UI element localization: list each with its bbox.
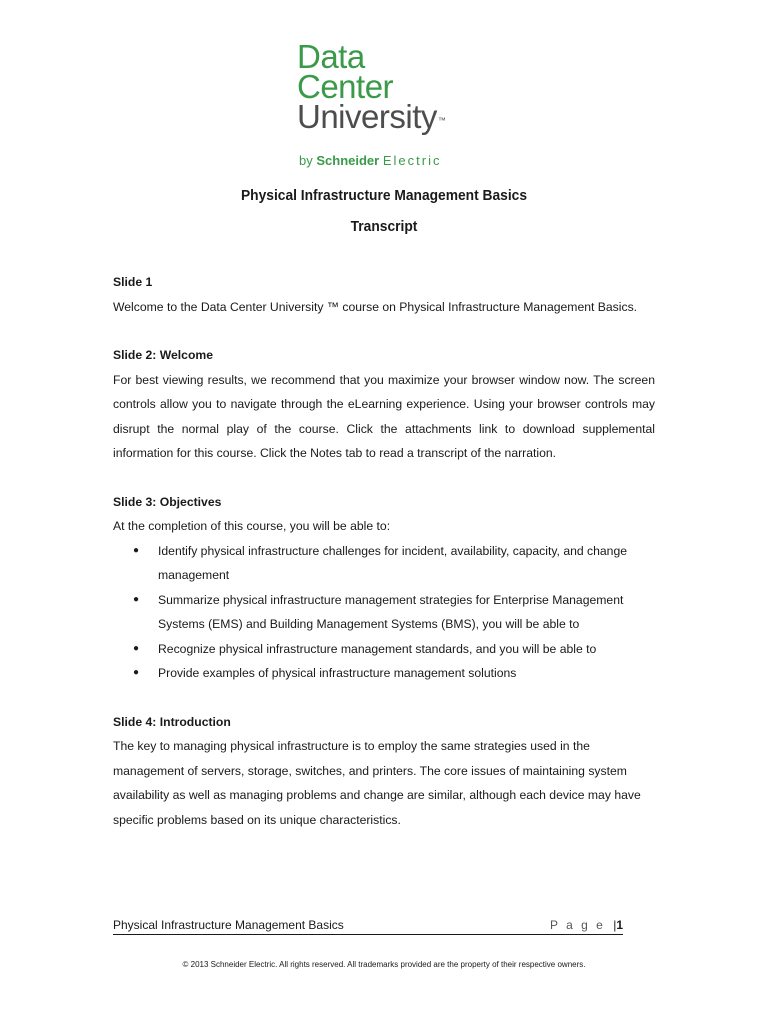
bullet-icon: ● <box>133 667 140 678</box>
page-label: P a g e <box>550 918 606 932</box>
slide-2-section <box>113 343 655 466</box>
page-indicator <box>550 918 623 932</box>
page-separator: | <box>613 918 617 932</box>
list-item <box>113 539 655 588</box>
bullet-icon: ● <box>133 642 140 654</box>
bullet-icon: ● <box>133 593 140 605</box>
page-number: 1 <box>616 918 623 932</box>
logo-brand: Schneider <box>316 153 380 168</box>
slide-4-heading: Slide 4: Introduction <box>113 714 231 729</box>
document-title: Physical Infrastructure Management Basics <box>240 187 528 204</box>
list-item <box>113 588 655 637</box>
list-item <box>113 661 655 686</box>
logo-byline <box>299 153 441 168</box>
slide-4-text: The key to managing physical infrastructure is to employ the same strategies used in the management of servers, storage, switches, and printers. The core issues of maintaining system availability as well as managing problems and change are similar, although each device may have specific problems based on its unique characteristics. <box>113 739 641 827</box>
list-item-text: Summarize physical infrastructure management strategies for Enterprise Management Systems (EMS) and Building Management Systems (BMS), you will be able to <box>158 592 624 631</box>
slide-4-section <box>113 710 655 833</box>
bullet-icon: ● <box>133 544 140 556</box>
logo-text-university-word: University <box>297 98 437 135</box>
slide-3-heading: Slide 3: Objectives <box>113 494 222 509</box>
logo-trademark: ™ <box>437 116 446 125</box>
logo-brand-suffix: Electric <box>382 153 442 168</box>
dcu-logo <box>297 38 472 172</box>
list-item <box>113 637 655 662</box>
list-item-text: Provide examples of physical infrastructure management solutions <box>158 666 517 680</box>
list-item-text: Identify physical infrastructure challenges for incident, availability, capacity, and change management <box>158 543 628 582</box>
copyright-notice: © 2013 Schneider Electric. All rights reserved. All trademarks provided are the property of their respective owners. <box>182 960 586 969</box>
slide-3-intro: At the completion of this course, you will be able to: <box>113 519 391 533</box>
slide-2-heading: Slide 2: Welcome <box>113 348 214 362</box>
slide-2-text: For best viewing results, we recommend that you maximize your browser window now. The screen controls allow you to navigate through the eLearning experience. Using your browser controls may disrupt the normal play of the course. Click the attachments link to download supplemental information for this course. Click the Notes tab to read a transcript of the narration. <box>113 372 655 460</box>
slide-1-section <box>113 270 655 319</box>
transcript-body <box>113 270 655 856</box>
slide-1-heading: Slide 1 <box>113 275 153 289</box>
list-item-text: Recognize physical infrastructure management standards, and you will be able to <box>158 641 597 656</box>
logo-text-data: Data <box>297 38 365 75</box>
logo-by: by <box>299 153 313 168</box>
slide-1-text: Welcome to the Data Center University ™ course on Physical Infrastructure Management Basics. <box>113 299 638 314</box>
logo-text-center: Center <box>297 68 394 105</box>
objectives-list <box>113 539 655 686</box>
document-subtitle: Transcript <box>350 218 418 235</box>
footer-title: Physical Infrastructure Management Basics <box>113 918 344 932</box>
page-footer <box>113 918 623 935</box>
logo-text-university <box>297 98 472 135</box>
slide-3-section <box>113 490 655 686</box>
